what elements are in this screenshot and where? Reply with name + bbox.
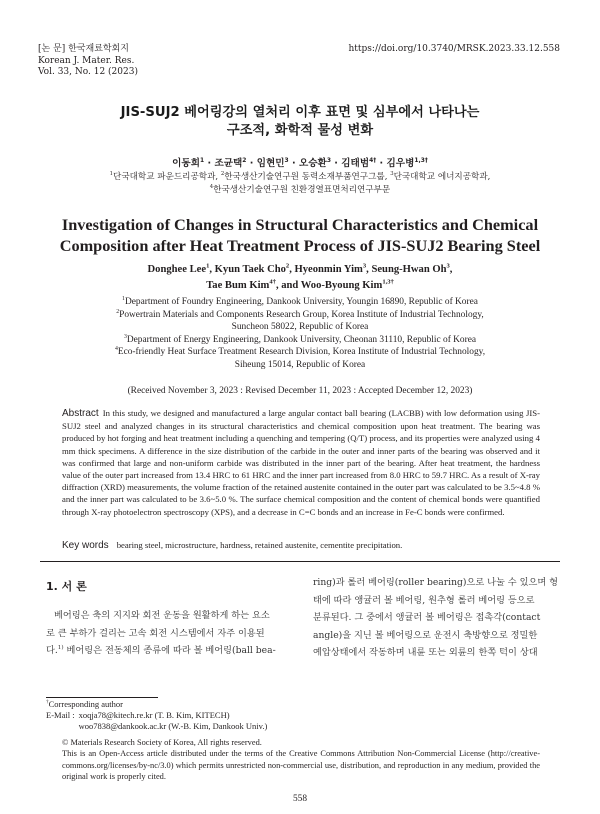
author-separator: · — [204, 158, 215, 169]
korean-affiliation: 한국생산기술연구원 친환경열표면처리연구부문 — [213, 185, 391, 195]
intro-left-line — [46, 642, 291, 660]
email-1[interactable]: xoqja78@kitech.re.kr (T. B. Kim, KITECH) — [78, 710, 230, 721]
korean-author-name: 조균택 — [214, 158, 243, 169]
affil-mark: 2 — [220, 171, 225, 178]
english-affiliation-line — [0, 309, 600, 322]
author-separator: , — [366, 264, 372, 275]
english-affiliation-line — [0, 359, 600, 372]
author-separator: · — [288, 158, 299, 169]
intro-left-text: 로 큰 부하가 걸리는 고속 회전 시스템에서 자주 이용된 — [46, 627, 265, 639]
affil-mark: 3 — [390, 171, 394, 178]
section-divider — [40, 561, 560, 562]
author-separator: , — [289, 264, 295, 275]
received-dates: (Received November 3, 2023 : Revised December 11, 2023 : Accepted December 12, 2023) — [127, 386, 473, 396]
korean-title-line1: JIS-SUJ2 베어링강의 열처리 이후 표면 및 심부에서 나타나는 — [120, 105, 480, 120]
author-separator: , — [449, 264, 453, 275]
journal-volume: Vol. 33, No. 12 (2023) — [38, 67, 138, 77]
korean-author-affil-mark: 3 — [326, 156, 331, 164]
english-affiliation-text: Eco-friendly Heat Surface Treatment Research Division, Korea Institute of Industrial Technology, — [117, 347, 486, 357]
keywords — [62, 540, 540, 551]
english-author-affil-mark: 1 — [206, 262, 210, 270]
korean-authors — [0, 155, 600, 169]
korean-author-affil-mark: 1,3† — [414, 156, 428, 164]
author-separator: · — [376, 158, 387, 169]
license-text: This is an Open-Access article distributed under the terms of the Creative Commons Attribution Non-Commercial License (http://creative-commons.org/licenses/by-nc/3.0) which permits unrestricted non-commercial use, distribution, and reproduction in any medium, provided the original work is properly cited. — [62, 749, 540, 781]
author-separator: , — [209, 264, 215, 275]
english-affiliations — [0, 296, 600, 371]
affil-mark: 1 — [109, 171, 114, 178]
english-title-line1: Investigation of Changes in Structural Characteristics and Chemical — [61, 215, 539, 234]
english-affiliation-text: Department of Foundry Engineering, Dankook University, Youngin 16890, Republic of Korea — [124, 297, 478, 307]
english-author-name: Hyeonmin Yim — [294, 264, 363, 275]
korean-affiliation-line2 — [0, 184, 600, 197]
english-title-line2: Composition after Heat Treatment Process of JIS-SUJ2 Bearing Steel — [59, 236, 541, 255]
intro-right-line: 태에 따라 앵귤러 볼 베어링, 원추형 롤러 베어링 등으로 — [313, 594, 535, 606]
email-2[interactable]: woo7838@dankook.ac.kr (W.-B. Kim, Dankook Univ.) — [78, 721, 268, 732]
reference-mark: 1) — [57, 644, 64, 651]
license-block — [62, 737, 540, 782]
footnote — [46, 699, 346, 733]
english-affiliation-text: Suncheon 58022, Republic of Korea — [231, 322, 369, 332]
journal-name-english: Korean J. Mater. Res. — [38, 55, 135, 66]
author-separator: · — [330, 158, 342, 169]
english-author-name: Donghee Lee — [147, 264, 207, 275]
korean-author-affil-mark: 3 — [284, 156, 289, 164]
english-affiliation-line — [0, 296, 600, 309]
english-author-affil-mark: 3 — [362, 262, 367, 270]
abstract-label: Abstract — [62, 408, 99, 419]
intro-left-line — [46, 607, 291, 625]
english-author-name: Kyun Taek Cho — [214, 264, 286, 275]
english-author-affil-mark: 2 — [285, 262, 290, 270]
journal-header — [38, 44, 138, 79]
english-author-affil-mark: 1,3† — [382, 278, 394, 286]
intro-left-text: 베어링은 축의 지지와 회전 운동을 원활하게 하는 요소 — [54, 610, 270, 621]
korean-author-name: 김태범 — [341, 158, 370, 169]
english-affiliation-text: Siheung 15014, Republic of Korea — [234, 359, 366, 370]
korean-affiliation: 단국대학교 에너지공학과, — [393, 172, 491, 182]
intro-right-line: 예압상태에서 작동하며 내륜 또는 외륜의 한쪽 턱이 상대 — [313, 647, 538, 658]
keywords-label: Key words — [62, 540, 109, 551]
keywords-text: bearing steel, microstructure, hardness, retained austenite, cementite precipitation. — [116, 540, 403, 550]
section-heading-introduction: 1. 서 론 — [46, 580, 87, 593]
affil-mark: 4 — [114, 345, 118, 352]
korean-affiliation: 단국대학교 파운드리공학과, — [113, 172, 221, 182]
footnote-divider — [46, 697, 158, 698]
intro-right-line: 분류된다. 그 중에서 앵귤러 볼 베어링은 접촉각(contact — [313, 612, 541, 623]
copyright-notice: © Materials Research Society of Korea, All rights reserved. — [62, 738, 262, 747]
intro-left-column — [46, 607, 291, 660]
korean-title-line2: 구조적, 화학적 물성 변화 — [226, 123, 374, 138]
abstract-text: In this study, we designed and manufactured a large angular contact ball bearing (LACBB) with low deformation using JIS-SUJ2 steel and analyzed changes in its structural characteristics and chemical composition upon heat treatment. The bearing was produced by hot forging and heat treatment including a quenching and tempering (Q/T) process, and its properties were analyzed using 4 mm thick specimens. A difference in the size distribution of the carbide in the outer and inner parts of the bearing was observed and it was confirmed that large and non-uniform carbide was distributed in the inner part of the bearing. After heat treatment, the hardness value of the outer part increased from 13.4 HRC to 61 HRC and the inner part increased from 8.0 HRC to 59.7 HRC. As a result of X-ray diffraction (XRD) measurements, the volume fraction of the retained austenite contained in the outer part was calculated to be 3.5~4.8 % and the inner part was calculated to be 3.6~5.0 %. The surface chemical composition and the content of chemical bonds were quantified through X-ray photoelectron spectroscopy (XPS), and a decrease in C=C bonds and an increase in Fe-C bonds were confirmed. — [62, 408, 540, 517]
intro-right-column — [313, 574, 558, 662]
english-affiliation-line — [0, 334, 600, 347]
affil-mark: 4 — [209, 184, 214, 191]
korean-affiliation-line1 — [0, 171, 600, 184]
affil-mark: 3 — [123, 333, 127, 340]
page-number: 558 — [292, 794, 308, 804]
english-affiliation-line — [0, 346, 600, 359]
english-affiliation-text: Department of Energy Engineering, Dankook University, Cheonan 31110, Republic of Korea — [126, 334, 477, 345]
intro-right-line: ring)과 롤러 베어링(roller bearing)으로 나눌 수 있으며 형 — [313, 577, 559, 588]
korean-author-affil-mark: 4† — [369, 156, 377, 164]
korean-author-name: 김우병 — [386, 158, 415, 169]
korean-author-affil-mark: 1 — [199, 156, 205, 164]
abstract — [62, 407, 540, 518]
intro-left-text: 베어링은 전동체의 종류에 따라 볼 베어링(ball bea- — [63, 645, 276, 656]
intro-left-text: 다. — [46, 645, 58, 656]
author-separator: · — [246, 158, 257, 169]
english-authors-line2 — [0, 278, 600, 294]
corresponding-author: †Corresponding author — [46, 699, 124, 709]
affil-mark: 2 — [116, 308, 120, 315]
doi-link[interactable]: https://doi.org/10.3740/MRSK.2023.33.12.558 — [348, 44, 560, 54]
author-separator: , and — [275, 280, 301, 291]
english-affiliation-text: Powertrain Materials and Components Research Group, Korea Institute of Industrial Technology, — [119, 309, 484, 320]
english-authors-line1 — [0, 262, 600, 278]
email-block — [46, 710, 346, 732]
english-author-name: Woo-Byoung Kim — [300, 280, 383, 291]
korean-affiliation: 한국생산기술연구원 동력소재부품연구그룹, — [224, 172, 391, 182]
korean-author-name: 임현민 — [256, 158, 285, 169]
english-author-name: Tae Bum Kim — [206, 280, 270, 291]
korean-author-affil-mark: 2 — [242, 156, 247, 164]
intro-left-line — [46, 625, 291, 643]
email-label: E-Mail : — [46, 710, 75, 721]
english-affiliation-line — [0, 321, 600, 334]
intro-right-line: angle)을 지닌 볼 베어링으로 운전시 축방향으로 정밀한 — [313, 629, 538, 641]
korean-author-name: 이동희 — [172, 158, 200, 169]
journal-name-korean: [논 문] 한국재료학회지 — [38, 44, 129, 54]
english-author-name: Seung-Hwan Oh — [371, 264, 447, 275]
korean-author-name: 오승환 — [299, 158, 327, 169]
affil-mark: 1 — [122, 295, 125, 302]
english-author-affil-mark: 4† — [269, 278, 276, 286]
english-author-affil-mark: 3 — [446, 262, 450, 270]
